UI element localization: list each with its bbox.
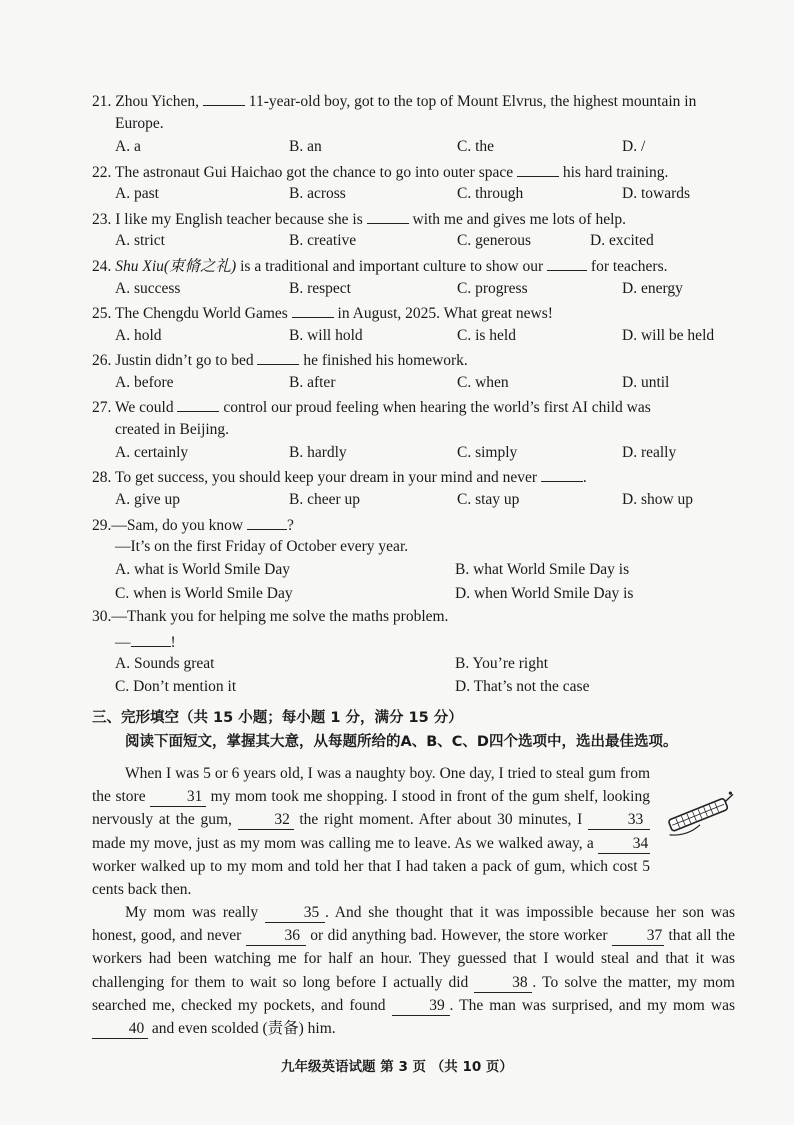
question-28: 28. To get success, you should keep your dream in your mind and never . — [92, 466, 587, 488]
option-24a: A. success — [115, 280, 181, 297]
section-title: 三、完形填空（共 15 小题；每小题 1 分，满分 15 分） — [92, 710, 463, 726]
question-29: 29.—Sam, do you know ? — [92, 514, 294, 536]
option-30b: B. You’re right — [455, 655, 549, 672]
question-21: 21. Zhou Yichen, 11-year-old boy, got to the top of Mount Elvrus, the highest mountain in — [92, 90, 696, 112]
passage-paragraph-1: When I was 5 or 6 years old, I was a naughty boy. One day, I tried to steal gum from the store 31 my mom took me shopping. I stood in front of the gum shelf, looking nervously at the gum, 32 the right moment. After about 30 minutes, I 33 made my move, just as my mom was calling me to leave. As we walked away, a 34 worker walked up to my mom and told her that I had taken a pack of gum, which cost 5 cents back then. — [92, 765, 650, 899]
question-29-cont: —It’s on the first Friday of October every year. — [115, 538, 409, 555]
blank-37: 37 — [612, 927, 664, 946]
blank-40: 40 — [92, 1020, 148, 1039]
option-21c: C. the — [457, 138, 495, 155]
option-27b: B. hardly — [289, 444, 347, 461]
question-26: 26. Justin didn’t go to bed he finished his homework. — [92, 349, 468, 371]
question-24: 24. Shu Xiu(束脩之礼) is a traditional and important culture to show our for teachers. — [92, 255, 668, 277]
option-26d: D. until — [622, 374, 670, 391]
section-instruction: 阅读下面短文，掌握其大意，从每题所给的A、B、C、D四个选项中，选出最佳选项。 — [125, 734, 678, 750]
option-29a: A. what is World Smile Day — [115, 561, 290, 578]
question-22: 22. The astronaut Gui Haichao got the chance to go into outer space his hard training. — [92, 161, 668, 183]
blank-34: 34 — [598, 835, 650, 854]
blank-31: 31 — [150, 788, 206, 807]
option-23c: C. generous — [457, 232, 532, 249]
option-25a: A. hold — [115, 327, 162, 344]
option-27d: D. really — [622, 444, 677, 461]
option-23d: D. excited — [590, 232, 654, 249]
blank-32: 32 — [238, 811, 294, 830]
option-21b: B. an — [289, 138, 322, 155]
question-27-cont: created in Beijing. — [115, 421, 230, 438]
option-21a: A. a — [115, 138, 141, 155]
option-28c: C. stay up — [457, 491, 520, 508]
option-29c: C. when is World Smile Day — [115, 585, 293, 602]
option-30a: A. Sounds great — [115, 655, 215, 672]
question-27: 27. We could control our proud feeling when hearing the world’s first AI child was — [92, 396, 651, 418]
question-30-cont: — ! — [115, 631, 176, 653]
question-30: 30.—Thank you for helping me solve the maths problem. — [92, 608, 449, 625]
option-26a: A. before — [115, 374, 174, 391]
option-23b: B. creative — [289, 232, 357, 249]
option-22a: A. past — [115, 185, 159, 202]
option-24b: B. respect — [289, 280, 351, 297]
blank-38: 38 — [474, 974, 532, 993]
option-28d: D. show up — [622, 491, 694, 508]
option-25d: D. will be held — [622, 327, 715, 344]
blank-33: 33 — [588, 811, 650, 830]
option-26c: C. when — [457, 374, 509, 391]
option-30d: D. That’s not the case — [455, 678, 590, 695]
passage-paragraph-2: My mom was really 35 . And she thought that it was impossible because her son was honest, good, and never 36 or did anything bad. However, the store worker 37 that all the workers had been watching me for half an hour. They guessed that I would steal and that it was challenging for them to wait so long before I actually did 38 . To solve the matter, my mom searched me, checked my pockets, and found 39 . The man was surprised, and my mom was 40 and even scolded (责备) him. — [92, 904, 735, 1038]
option-29b: B. what World Smile Day is — [455, 561, 630, 578]
option-25b: B. will hold — [289, 327, 363, 344]
option-27a: A. certainly — [115, 444, 189, 461]
option-22b: B. across — [289, 185, 346, 202]
blank-39: 39 — [392, 997, 450, 1016]
option-21d: D. / — [622, 138, 646, 155]
option-25c: C. is held — [457, 327, 516, 344]
option-22d: D. towards — [622, 185, 691, 202]
question-25: 25. The Chengdu World Games in August, 2025. What great news! — [92, 302, 553, 324]
blank-36: 36 — [246, 927, 306, 946]
option-24c: C. progress — [457, 280, 528, 297]
option-28b: B. cheer up — [289, 491, 361, 508]
question-23: 23. I like my English teacher because she is with me and gives me lots of help. — [92, 208, 626, 230]
option-26b: B. after — [289, 374, 336, 391]
question-21-cont: Europe. — [115, 115, 164, 132]
page-footer: 九年级英语试题 第 3 页 （共 10 页） — [281, 1059, 513, 1075]
harmonica-illustration-icon — [660, 786, 740, 842]
option-29d: D. when World Smile Day is — [455, 585, 634, 602]
option-23a: A. strict — [115, 232, 165, 249]
option-22c: C. through — [457, 185, 524, 202]
option-27c: C. simply — [457, 444, 518, 461]
option-28a: A. give up — [115, 491, 181, 508]
blank-35: 35 — [265, 904, 325, 923]
option-30c: C. Don’t mention it — [115, 678, 237, 695]
option-24d: D. energy — [622, 280, 683, 297]
